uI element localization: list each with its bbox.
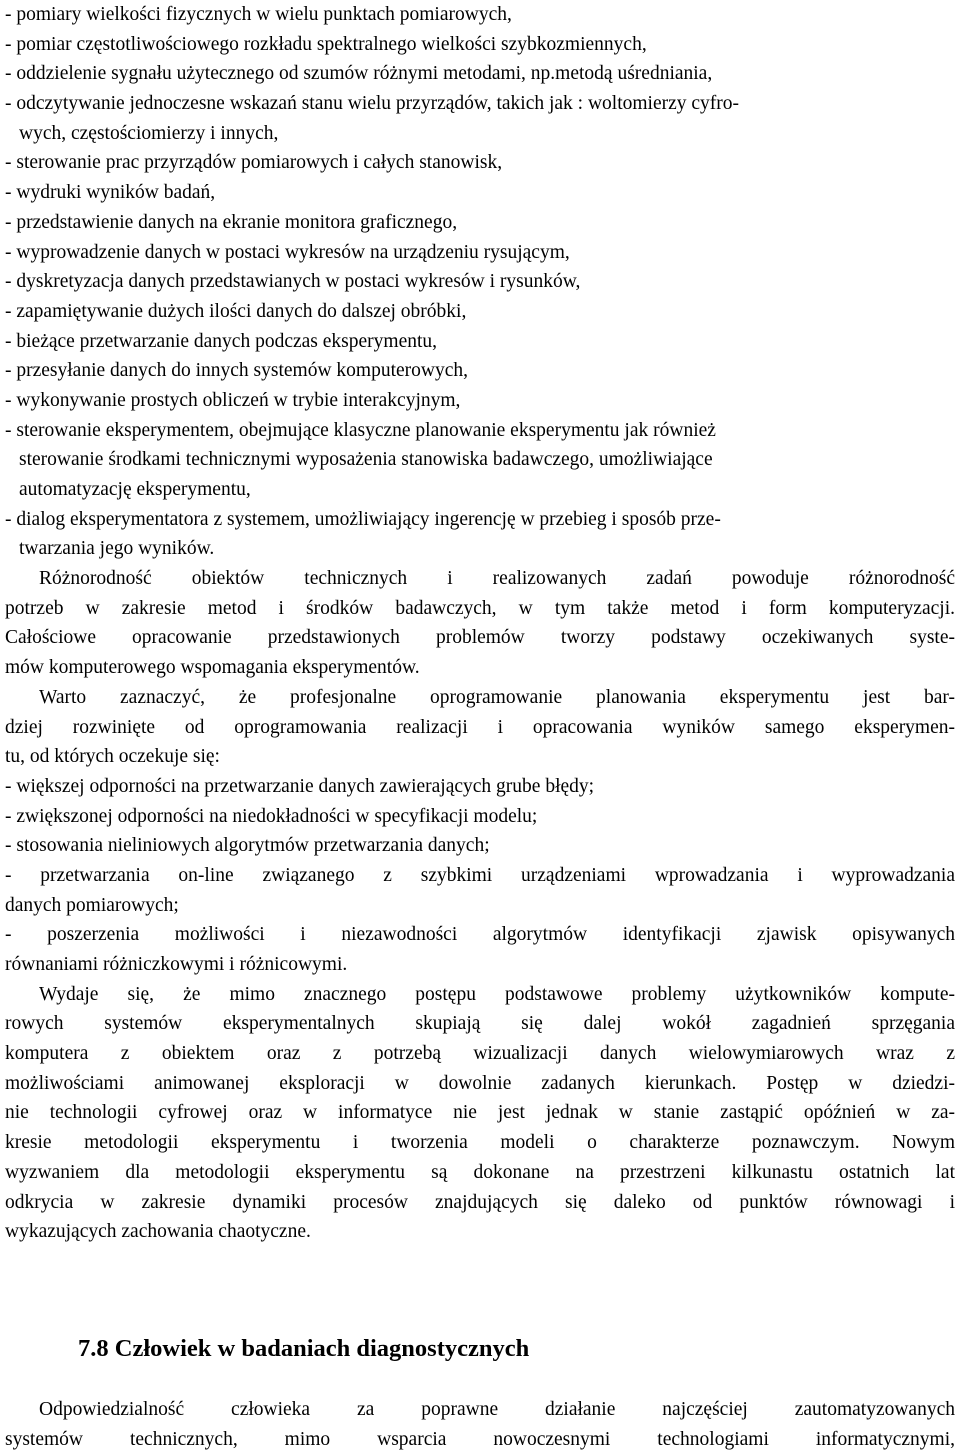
list-item: - poszerzenia możliwości i niezawodności algorytmów identyfikacji zjawisk opisywanych: [5, 924, 955, 946]
document-page: [5, 0, 955, 1454]
list-item: - stosowania nieliniowych algorytmów przetwarzania danych;: [5, 835, 490, 857]
paragraph-human-responsibility: [5, 1395, 955, 1454]
paragraph-line: kresie metodologii eksperymentu i tworzenia modeli o charakterze poznawczym. Nowym: [5, 1132, 955, 1154]
paragraph-software: [5, 683, 955, 772]
list-item-continuation: twarzania jego wyników.: [19, 538, 215, 560]
list-item: - dialog eksperymentatora z systemem, umożliwiający ingerencję w przebieg i sposób prze-: [5, 508, 721, 530]
list-item: - przedstawienie danych na ekranie monitora graficznego,: [5, 211, 458, 233]
list-item: - odczytywanie jednoczesne wskazań stanu wielu przyrządów, takich jak : woltomierzy cyfro-: [5, 93, 740, 115]
list-item: - wykonywanie prostych obliczeń w trybie interakcyjnym,: [5, 389, 461, 411]
bullet-list-capabilities: [5, 0, 955, 564]
paragraph-line: możliwościami animowanej eksploracji w dowolnie zadanych kierunkach. Postęp w dziedzi-: [5, 1072, 955, 1094]
list-item: - bieżące przetwarzanie danych podczas eksperymentu,: [5, 330, 438, 352]
list-item: - pomiar częstotliwościowego rozkładu spektralnego wielkości szybkozmiennych,: [5, 33, 647, 55]
paragraph-line: Warto zaznaczyć, że profesjonalne oprogramowanie planowania eksperymentu jest bar-: [39, 686, 955, 708]
list-item-continuation: sterowanie środkami technicznymi wyposażenia stanowiska badawczego, umożliwiające: [19, 449, 713, 471]
bullet-list-expectations: [5, 772, 955, 980]
list-item-continuation: danych pomiarowych;: [5, 894, 179, 916]
list-item-continuation: wych, częstościomierzy i innych,: [19, 122, 279, 144]
paragraph-line: potrzeb w zakresie metod i środków badawczych, w tym także metod i form komputeryzacji.: [5, 597, 955, 619]
paragraph-line: wykazujących zachowania chaotyczne.: [5, 1221, 311, 1243]
list-item: - przesyłanie danych do innych systemów komputerowych,: [5, 360, 469, 382]
paragraph-line: Całościowe opracowanie przedstawionych problemów tworzy podstawy oczekiwanych syste-: [5, 627, 955, 649]
paragraph-line: systemów technicznych, mimo wsparcia nowoczesnymi technologiami informatycznymi,: [5, 1428, 955, 1450]
list-item-continuation: automatyzację eksperymentu,: [19, 479, 251, 500]
paragraph-problems: [5, 980, 955, 1247]
paragraph-line: odkrycia w zakresie dynamiki procesów znajdujących się daleko od punktów równowagi i: [5, 1191, 955, 1213]
paragraph-line: mów komputerowego wspomagania eksperymentów.: [5, 657, 420, 679]
list-item: - oddzielenie sygnału użytecznego od szumów różnymi metodami, np.metodą uśredniania,: [5, 63, 713, 85]
paragraph-line: nie technologii cyfrowej oraz w informatyce nie jest jednak w stanie zastąpić opóźnień w za-: [5, 1102, 955, 1124]
list-item: - dyskretyzacja danych przedstawianych w postaci wykresów i rysunków,: [5, 271, 581, 293]
list-item: - zwiększonej odporności na niedokładności w specyfikacji modelu;: [5, 805, 538, 827]
list-item: - większej odporności na przetwarzanie danych zawierających grube błędy;: [5, 775, 595, 797]
section-heading: 7.8 Człowiek w badaniach diagnostycznych: [78, 1334, 530, 1362]
list-item: - sterowanie eksperymentem, obejmujące klasyczne planowanie eksperymentu jak również: [5, 419, 716, 441]
list-item-continuation: równaniami różniczkowymi i różnicowymi.: [5, 954, 348, 975]
list-item: - przetwarzania on-line związanego z szybkimi urządzeniami wprowadzania i wyprowadzania: [5, 864, 955, 886]
paragraph-line: Różnorodność obiektów technicznych i realizowanych zadań powoduje różnorodność: [39, 568, 955, 590]
paragraph-diversity: [5, 564, 955, 683]
paragraph-line: tu, od których oczekuje się:: [5, 746, 220, 768]
paragraph-line: Wydaje się, że mimo znacznego postępu podstawowe problemy użytkowników kompute-: [39, 983, 955, 1005]
paragraph-line: Odpowiedzialność człowieka za poprawne działanie najczęściej zautomatyzowanych: [39, 1398, 955, 1420]
list-item: - pomiary wielkości fizycznych w wielu punktach pomiarowych,: [5, 4, 512, 25]
list-item: - sterowanie prac przyrządów pomiarowych i całych stanowisk,: [5, 152, 503, 174]
paragraph-line: komputera z obiektem oraz z potrzebą wizualizacji danych wielowymiarowych wraz z: [5, 1043, 955, 1065]
paragraph-line: rowych systemów eksperymentalnych skupiają się dalej wokół zagadnień sprzęgania: [5, 1013, 955, 1035]
list-item: - wydruki wyników badań,: [5, 182, 216, 204]
paragraph-line: dziej rozwinięte od oprogramowania realizacji i opracowania wyników samego eksperymen-: [5, 716, 955, 738]
list-item: - zapamiętywanie dużych ilości danych do dalszej obróbki,: [5, 300, 467, 322]
list-item: - wyprowadzenie danych w postaci wykresów na urządzeniu rysującym,: [5, 241, 570, 263]
paragraph-line: wyzwaniem dla metodologii eksperymentu są dokonane na przestrzeni kilkunastu ostatnich lat: [5, 1161, 955, 1183]
